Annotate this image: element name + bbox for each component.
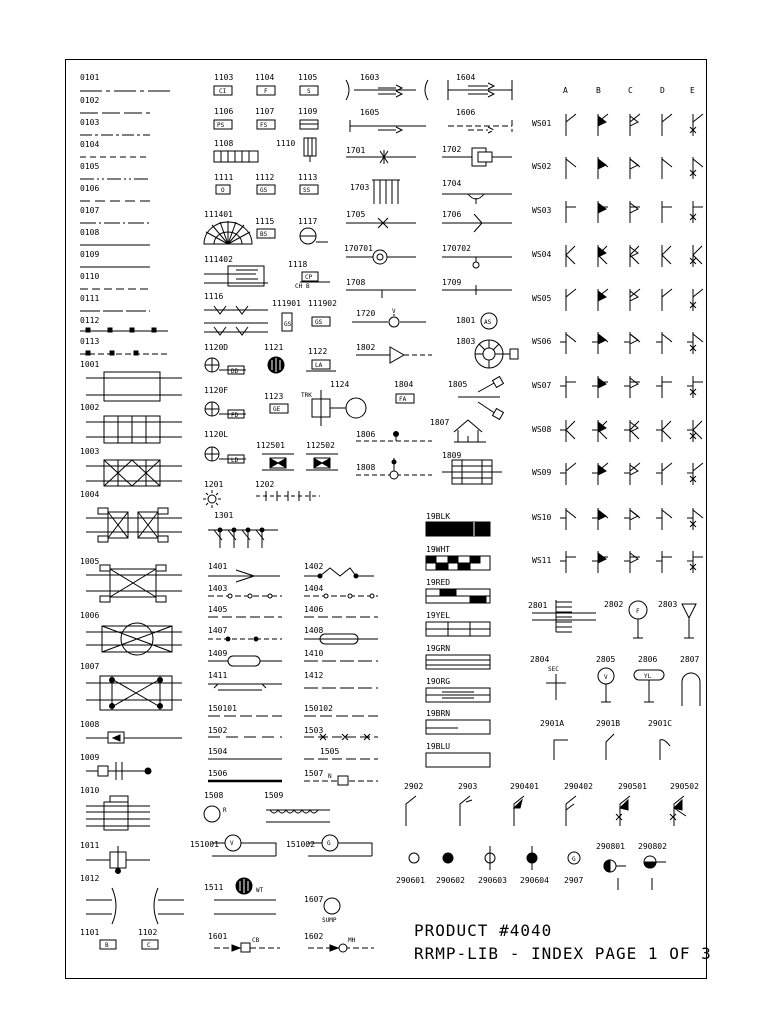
code-2901B: 2901B <box>596 719 621 728</box>
ws-col-c: C <box>628 86 633 95</box>
code-1607: 1607 <box>304 895 324 904</box>
code-2901C: 2901C <box>648 719 673 728</box>
box-1106: PS <box>217 122 225 129</box>
code-1402: 1402 <box>304 562 324 571</box>
code-1603: 1603 <box>360 73 380 82</box>
code-19ORG: 19ORG <box>426 677 451 686</box>
code-1809: 1809 <box>442 451 462 460</box>
code-1505: 1505 <box>320 747 340 756</box>
box-1118-ch: CH <box>295 283 303 290</box>
code-1506: 1506 <box>208 769 228 778</box>
ws-col-e: E <box>690 86 695 95</box>
code-19YEL: 19YEL <box>426 611 451 620</box>
line-type-column <box>80 73 170 355</box>
code-1005: 1005 <box>80 557 100 566</box>
code-19BRN: 19BRN <box>426 709 451 718</box>
ws-row-10: WS10 <box>532 513 552 522</box>
ws-row-08: WS08 <box>532 425 552 434</box>
track-column <box>80 360 184 949</box>
box-151002: G <box>327 840 331 847</box>
cable-color-column <box>426 512 490 767</box>
ws-row-11: WS11 <box>532 556 552 565</box>
code-1011: 1011 <box>80 841 100 850</box>
code-1120F: 1120F <box>204 386 229 395</box>
code-1110: 1110 <box>276 139 296 148</box>
code-1202: 1202 <box>255 480 275 489</box>
box-2804: SEC <box>548 666 559 673</box>
code-1108: 1108 <box>214 139 234 148</box>
code-1107: 1107 <box>255 107 275 116</box>
code-0110: 0110 <box>80 272 100 281</box>
code-1601: 1601 <box>208 932 228 941</box>
code-1507: 1507 <box>304 769 324 778</box>
code-1106: 1106 <box>214 107 234 116</box>
box-2907: G <box>572 856 576 863</box>
ws-row-04: WS04 <box>532 250 552 259</box>
code-1404: 1404 <box>304 584 324 593</box>
code-1111: 1111 <box>214 173 234 182</box>
box-1801: AS <box>484 319 492 326</box>
code-1002: 1002 <box>80 403 100 412</box>
box-1107: FS <box>260 122 268 129</box>
box-1507: N <box>328 773 332 780</box>
code-1120L: 1120L <box>204 430 229 439</box>
code-0107: 0107 <box>80 206 100 215</box>
code-1406: 1406 <box>304 605 324 614</box>
device-column <box>190 73 378 952</box>
box-111902: GS <box>315 319 323 326</box>
code-111901: 111901 <box>272 299 301 308</box>
box-1115: BS <box>260 231 268 238</box>
code-1807: 1807 <box>430 418 450 427</box>
code-290802: 290802 <box>638 842 667 851</box>
code-2804: 2804 <box>530 655 550 664</box>
box-1102: C <box>147 942 151 949</box>
code-1004: 1004 <box>80 490 100 499</box>
code-1804: 1804 <box>394 380 414 389</box>
code-0105: 0105 <box>80 162 100 171</box>
code-0112: 0112 <box>80 316 100 325</box>
code-1401: 1401 <box>208 562 228 571</box>
code-1801: 1801 <box>456 316 476 325</box>
code-1808: 1808 <box>356 463 376 472</box>
box-1118-cp: CP <box>305 274 313 281</box>
code-0108: 0108 <box>80 228 100 237</box>
code-1605: 1605 <box>360 108 380 117</box>
code-111402: 111402 <box>204 255 233 264</box>
ws-row-01: WS01 <box>532 119 552 128</box>
box-1118-b: B <box>306 283 310 290</box>
code-19BLU: 19BLU <box>426 742 451 751</box>
code-290402: 290402 <box>564 782 593 791</box>
code-1006: 1006 <box>80 611 100 620</box>
code-1120D: 1120D <box>204 343 229 352</box>
box-1720: V <box>392 308 396 315</box>
code-112502: 112502 <box>306 441 335 450</box>
code-19WHT: 19WHT <box>426 545 451 554</box>
ws-row-05: WS05 <box>532 294 552 303</box>
box-1122: LA <box>315 362 323 369</box>
box-111901: GS <box>284 321 292 328</box>
sheet-title-product: PRODUCT #4040 <box>414 921 553 940</box>
code-1602: 1602 <box>304 932 324 941</box>
code-1008: 1008 <box>80 720 100 729</box>
box-151001: V <box>230 840 234 847</box>
sheet-title-index: RRMP-LIB - INDEX PAGE 1 OF 3 <box>414 944 712 963</box>
code-1003: 1003 <box>80 447 100 456</box>
code-170701: 170701 <box>344 244 373 253</box>
code-1117: 1117 <box>298 217 318 226</box>
code-2805: 2805 <box>596 655 616 664</box>
code-1802: 1802 <box>356 343 376 352</box>
code-1411: 1411 <box>208 671 228 680</box>
code-1115: 1115 <box>255 217 275 226</box>
box-1105: S <box>307 88 311 95</box>
code-1606: 1606 <box>456 108 476 117</box>
code-2807: 2807 <box>680 655 700 664</box>
code-1709: 1709 <box>442 278 462 287</box>
code-2803: 2803 <box>658 600 678 609</box>
code-1511: 1511 <box>204 883 224 892</box>
code-1012: 1012 <box>80 874 100 883</box>
box-2802: F <box>636 608 640 615</box>
code-1705: 1705 <box>346 210 366 219</box>
ws-row-07: WS07 <box>532 381 552 390</box>
code-1109: 1109 <box>298 107 318 116</box>
code-1121: 1121 <box>264 343 284 352</box>
code-1703: 1703 <box>350 183 370 192</box>
code-2901A: 2901A <box>540 719 565 728</box>
ws-symbol-matrix <box>532 86 703 573</box>
code-1720: 1720 <box>356 309 376 318</box>
code-1803: 1803 <box>456 337 476 346</box>
code-151001: 151001 <box>190 840 219 849</box>
code-1116: 1116 <box>204 292 224 301</box>
ws-row-03: WS03 <box>532 206 552 215</box>
code-1708: 1708 <box>346 278 366 287</box>
code-150102: 150102 <box>304 704 333 713</box>
code-1102: 1102 <box>138 928 158 937</box>
code-290604: 290604 <box>520 876 549 885</box>
code-1702: 1702 <box>442 145 462 154</box>
ws-col-b: B <box>596 86 601 95</box>
code-290603: 290603 <box>478 876 507 885</box>
ws-col-d: D <box>660 86 665 95</box>
box-2805: V <box>604 674 608 681</box>
code-1407: 1407 <box>208 626 228 635</box>
code-2801: 2801 <box>528 601 548 610</box>
box-1508: R <box>223 807 227 814</box>
code-1604: 1604 <box>456 73 476 82</box>
code-1410: 1410 <box>304 649 324 658</box>
ws-row-02: WS02 <box>532 162 552 171</box>
code-151002: 151002 <box>286 840 315 849</box>
code-1701: 1701 <box>346 146 366 155</box>
box-1804: FA <box>399 396 407 403</box>
box-1101: B <box>105 942 109 949</box>
code-1105: 1105 <box>298 73 318 82</box>
box-1111: O <box>221 187 225 194</box>
code-1806: 1806 <box>356 430 376 439</box>
signal-column <box>344 73 518 484</box>
box-1112: GS <box>260 187 268 194</box>
code-111902: 111902 <box>308 299 337 308</box>
code-1124: 1124 <box>330 380 350 389</box>
code-1502: 1502 <box>208 726 228 735</box>
code-1103: 1103 <box>214 73 234 82</box>
box-1103: CI <box>219 88 227 95</box>
code-1706: 1706 <box>442 210 462 219</box>
code-1504: 1504 <box>208 747 228 756</box>
code-290801: 290801 <box>596 842 625 851</box>
code-1509: 1509 <box>264 791 284 800</box>
code-2907: 2907 <box>564 876 584 885</box>
box-1511: WT <box>256 887 264 894</box>
code-1001: 1001 <box>80 360 100 369</box>
code-150101: 150101 <box>208 704 237 713</box>
code-0111: 0111 <box>80 294 100 303</box>
code-1412: 1412 <box>304 671 324 680</box>
code-111401: 111401 <box>204 210 233 219</box>
code-1403: 1403 <box>208 584 228 593</box>
code-19GRN: 19GRN <box>426 644 451 653</box>
code-1704: 1704 <box>442 179 462 188</box>
box-1601: CB <box>252 937 260 944</box>
code-1508: 1508 <box>204 791 224 800</box>
box-1602: MH <box>348 937 356 944</box>
code-290602: 290602 <box>436 876 465 885</box>
box-1124-trk: TRK <box>301 392 312 399</box>
code-0109: 0109 <box>80 250 100 259</box>
code-170702: 170702 <box>442 244 471 253</box>
box-1120F: FD <box>231 412 239 419</box>
code-2902: 2902 <box>404 782 424 791</box>
code-1201: 1201 <box>204 480 224 489</box>
code-0102: 0102 <box>80 96 100 105</box>
code-0113: 0113 <box>80 337 100 346</box>
code-1805: 1805 <box>448 380 468 389</box>
code-1112: 1112 <box>255 173 275 182</box>
code-290401: 290401 <box>510 782 539 791</box>
code-290501: 290501 <box>618 782 647 791</box>
code-19BLK: 19BLK <box>426 512 451 521</box>
ws-col-a: A <box>563 86 568 95</box>
code-0101: 0101 <box>80 73 100 82</box>
code-1113: 1113 <box>298 173 318 182</box>
box-1104: F <box>264 88 268 95</box>
box-1607: SUMP <box>322 917 337 924</box>
box-1120D: DD <box>231 368 239 375</box>
code-1101: 1101 <box>80 928 100 937</box>
box-1120L: LD <box>231 457 239 464</box>
code-1009: 1009 <box>80 753 100 762</box>
code-1503: 1503 <box>304 726 324 735</box>
code-1405: 1405 <box>208 605 228 614</box>
box-2806: YL <box>644 673 652 680</box>
code-19RED: 19RED <box>426 578 451 587</box>
code-2802: 2802 <box>604 600 624 609</box>
code-290601: 290601 <box>396 876 425 885</box>
code-2903: 2903 <box>458 782 478 791</box>
code-290502: 290502 <box>670 782 699 791</box>
code-1118: 1118 <box>288 260 308 269</box>
ws-row-09: WS09 <box>532 468 552 477</box>
code-1408: 1408 <box>304 626 324 635</box>
box-1113: SS <box>303 187 311 194</box>
code-1409: 1409 <box>208 649 228 658</box>
code-1010: 1010 <box>80 786 100 795</box>
ws-cells <box>560 114 703 573</box>
code-1104: 1104 <box>255 73 275 82</box>
ws-row-06: WS06 <box>532 337 552 346</box>
code-0106: 0106 <box>80 184 100 193</box>
code-0104: 0104 <box>80 140 100 149</box>
box-1123: GE <box>273 406 281 413</box>
code-112501: 112501 <box>256 441 285 450</box>
code-1123: 1123 <box>264 392 284 401</box>
code-0103: 0103 <box>80 118 100 127</box>
code-1007: 1007 <box>80 662 100 671</box>
code-1122: 1122 <box>308 347 328 356</box>
code-2806: 2806 <box>638 655 658 664</box>
code-1301: 1301 <box>214 511 234 520</box>
